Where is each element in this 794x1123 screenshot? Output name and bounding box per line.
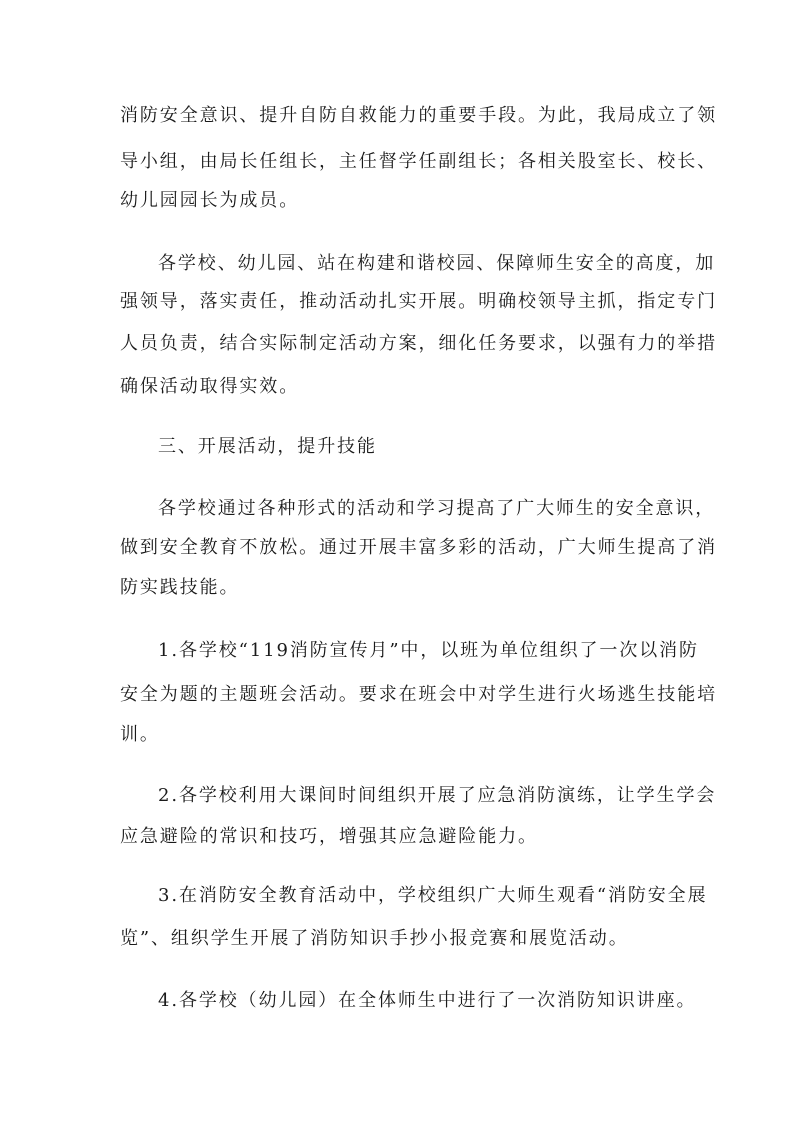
- paragraph-3-line-1: 各学校通过各种形式的活动和学习提高了广大师生的安全意识，: [158, 498, 716, 519]
- item-3-line-2: 览”、组织学生开展了消防知识手抄小报竞赛和展览活动。: [120, 928, 629, 949]
- paragraph-2-line-2: 强领导，落实责任，推动活动扎实开展。明确校领导主抓，指定专门: [120, 291, 717, 312]
- paragraph-3-line-2: 做到安全教育不放松。通过开展丰富多彩的活动，广大师生提高了消: [120, 537, 717, 558]
- paragraph-2-line-4: 确保活动取得实效。: [120, 376, 300, 397]
- item-3-line-1: 3.在消防安全教育活动中，学校组织广大师生观看“消防安全展: [158, 885, 708, 906]
- paragraph-1-line-2: 导小组，由局长任组长，主任督学任副组长；各相关股室长、校长、: [120, 151, 717, 172]
- item-1-line-3: 训。: [120, 724, 160, 745]
- paragraph-2-line-3: 人员负责，结合实际制定活动方案，细化任务要求，以强有力的举措: [120, 333, 717, 354]
- item-2-line-1: 2.各学校利用大课间时间组织开展了应急消防演练，让学生学会: [158, 785, 717, 806]
- item-4-line-1: 4.各学校（幼儿园）在全体师生中进行了一次消防知识讲座。: [158, 990, 697, 1011]
- section-heading: 三、开展活动，提升技能: [158, 436, 377, 457]
- paragraph-1-line-3: 幼儿园园长为成员。: [120, 190, 300, 211]
- item-2-line-2: 应急避险的常识和技巧，增强其应急避险能力。: [120, 826, 538, 847]
- paragraph-1-line-1: 消防安全意识、提升自防自救能力的重要手段。为此，我局成立了领: [120, 105, 717, 126]
- paragraph-3-line-3: 防实践技能。: [120, 577, 240, 598]
- paragraph-2-line-1: 各学校、幼儿园、站在构建和谐校园、保障师生安全的高度，加: [158, 253, 716, 274]
- item-1-line-1: 1.各学校“119消防宣传月”中，以班为单位组织了一次以消防: [158, 640, 699, 661]
- item-1-line-2: 安全为题的主题班会活动。要求在班会中对学生进行火场逃生技能培: [120, 684, 717, 705]
